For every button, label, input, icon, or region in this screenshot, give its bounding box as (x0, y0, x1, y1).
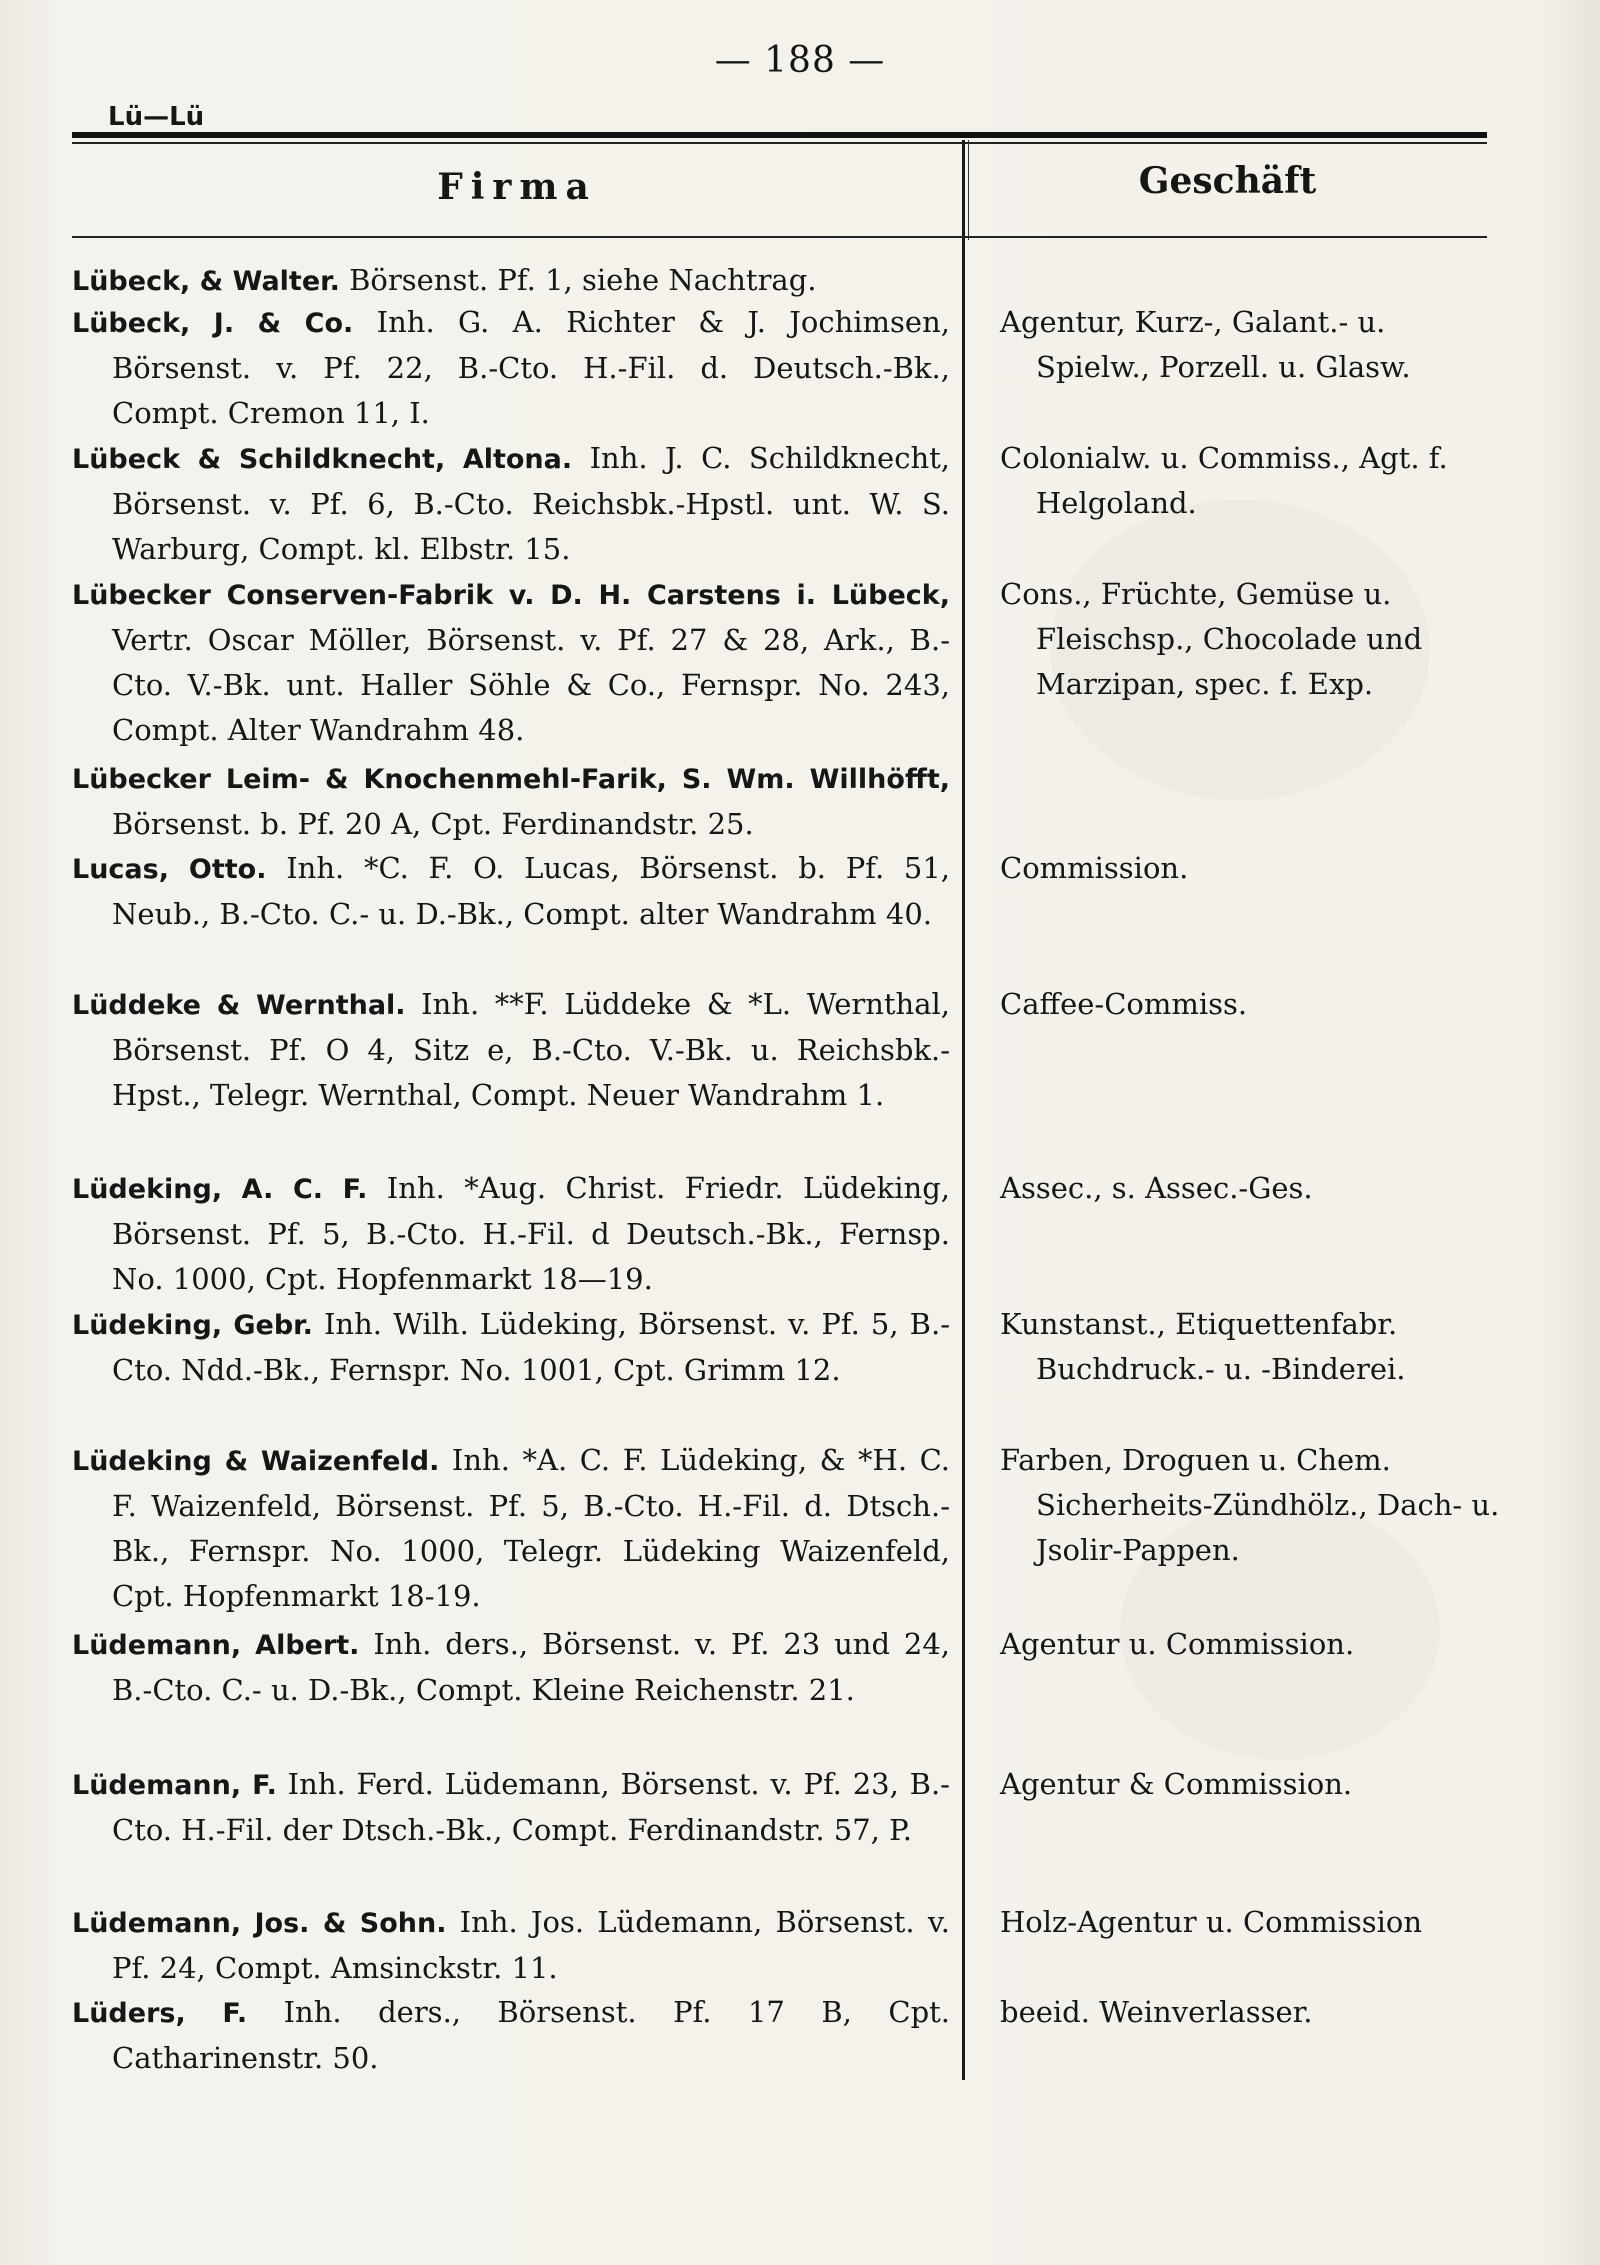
business-cell: Agentur & Commission. (1000, 1767, 1353, 1801)
firm-details: Börsenst. b. Pf. 20 A, Cpt. Ferdinandstr. 25. (112, 807, 754, 841)
column-divider (962, 140, 965, 2080)
business-cell: beeid. Weinverlasser. (1000, 1995, 1313, 2029)
business-cell: Commission. (1000, 851, 1189, 885)
firm-details: Inh. *Aug. Christ. Friedr. Lüdeking, Börsenst. Pf. 5, B.-Cto. H.-Fil. d Deutsch.-Bk., Fernsp. No. 1000, Cpt. Hopfenmarkt 18—19. (112, 1171, 950, 1296)
firm-name: Lucas, Otto. (72, 854, 267, 885)
column-header-firma: Firma (437, 166, 597, 208)
firm-cell (72, 756, 950, 847)
business-cell: Farben, Droguen u. Chem. Sicherheits-Zündhölz., Dach- u. Jsolir-Pappen. (1000, 1443, 1500, 1567)
firm-details: Inh. **F. Lüddeke & *L. Wernthal, Börsenst. Pf. O 4, Sitz e, B.-Cto. V.-Bk. u. Reichsbk.-Hpst., Telegr. Wernthal, Compt. Neuer Wandrahm 1. (112, 987, 951, 1112)
firm-cell (72, 982, 950, 1118)
firm-name: Lüddeke & Wernthal. (72, 990, 406, 1021)
firm-name: Lübeck, J. & Co. (72, 308, 354, 339)
firm-cell (72, 1166, 950, 1302)
firm-details: Inh. Jos. Lüdemann, Börsenst. v. Pf. 24, Compt. Amsinckstr. 11. (112, 1905, 950, 1985)
firm-name: Lüdeking & Waizenfeld. (72, 1446, 440, 1477)
firm-details: Inh. Wilh. Lüdeking, Börsenst. v. Pf. 5, B.-Cto. Ndd.-Bk., Fernspr. No. 1001, Cpt. Grimm 12. (112, 1307, 950, 1387)
business-cell: Kunstanst., Etiquettenfabr. Buchdruck.- u. -Binderei. (1000, 1307, 1406, 1386)
firm-details: Inh. Ferd. Lüdemann, Börsenst. v. Pf. 23, B.-Cto. H.-Fil. der Dtsch.-Bk., Compt. Ferdinandstr. 57, P. (112, 1767, 950, 1847)
firm-name: Lüdeking, A. C. F. (72, 1174, 368, 1205)
firm-details: Inh. ders., Börsenst. Pf. 17 B, Cpt. Catharinenstr. 50. (112, 1995, 951, 2075)
section-code: Lü—Lü (108, 102, 205, 132)
firm-cell (72, 572, 950, 753)
firm-cell (72, 846, 950, 937)
firm-cell (72, 436, 950, 572)
firm-cell (72, 1438, 950, 1619)
firm-details: Vertr. Oscar Möller, Börsenst. v. Pf. 27 & 28, Ark., B.-Cto. V.-Bk. unt. Haller Söhle & Co., Fernspr. No. 243, Compt. Alter Wandrahm 48. (112, 623, 950, 747)
firm-cell (72, 258, 950, 304)
firm-details: Inh. G. A. Richter & J. Jochimsen, Börsenst. v. Pf. 22, B.-Cto. H.-Fil. d. Deutsch.-Bk., Compt. Cremon 11, I. (112, 305, 950, 430)
firm-details: Börsenst. Pf. 1, siehe Nachtrag. (339, 263, 817, 297)
page-number: — 188 — (714, 40, 886, 81)
header-rule (72, 132, 1487, 138)
firm-name: Lüdemann, F. (72, 1770, 277, 1801)
firm-name: Lübeck, & Walter. (72, 266, 340, 297)
business-cell: Holz-Agentur u. Commission (1000, 1905, 1423, 1939)
firm-cell (72, 1302, 950, 1393)
firm-cell (72, 1622, 950, 1713)
column-header-rule (72, 236, 1487, 238)
firm-name: Lüders, F. (72, 1998, 248, 2029)
firm-name: Lüdemann, Albert. (72, 1630, 360, 1661)
business-cell: Colonialw. u. Commiss., Agt. f. Helgoland. (1000, 441, 1448, 520)
header-rule-thin (72, 142, 1487, 144)
business-cell: Agentur u. Commission. (1000, 1627, 1355, 1661)
firm-cell (72, 1900, 950, 1991)
firm-name: Lüdemann, Jos. & Sohn. (72, 1908, 447, 1939)
business-cell: Agentur, Kurz-, Galant.- u. Spielw., Porzell. u. Glasw. (1000, 305, 1411, 384)
firm-details: Inh. J. C. Schildknecht, Börsenst. v. Pf. 6, B.-Cto. Reichsbk.-Hpstl. unt. W. S. Warburg, Compt. kl. Elbstr. 15. (112, 441, 950, 566)
business-cell: Cons., Früchte, Gemüse u. Fleischsp., Chocolade und Marzipan, spec. f. Exp. (1000, 577, 1423, 701)
business-cell: Caffee-Commiss. (1000, 987, 1248, 1021)
firm-cell (72, 1990, 950, 2081)
firm-name: Lübecker Conserven-Fabrik v. D. H. Carstens i. Lübeck, (72, 580, 950, 611)
column-header-geschaeft: Geschäft (1138, 160, 1317, 202)
firm-details: Inh. *A. C. F. Lüdeking, & *H. C. F. Waizenfeld, Börsenst. Pf. 5, B.-Cto. H.-Fil. d. Dtsch.-Bk., Fernspr. No. 1000, Telegr. Lüdeking Waizenfeld, Cpt. Hopfenmarkt 18-19. (112, 1443, 950, 1613)
firm-cell (72, 1762, 950, 1853)
firm-name: Lübecker Leim- & Knochenmehl-Farik, S. Wm. Willhöfft, (72, 764, 950, 795)
firm-name: Lüdeking, Gebr. (72, 1310, 313, 1341)
firm-name: Lübeck & Schildknecht, Altona. (72, 444, 573, 475)
firm-cell (72, 300, 950, 436)
firm-details: Inh. ders., Börsenst. v. Pf. 23 und 24, B.-Cto. C.- u. D.-Bk., Compt. Kleine Reichenstr. 21. (112, 1627, 950, 1707)
business-cell: Assec., s. Assec.-Ges. (1000, 1171, 1313, 1205)
firm-details: Inh. *C. F. O. Lucas, Börsenst. b. Pf. 51, Neub., B.-Cto. C.- u. D.-Bk., Compt. alter Wandrahm 40. (112, 851, 951, 931)
